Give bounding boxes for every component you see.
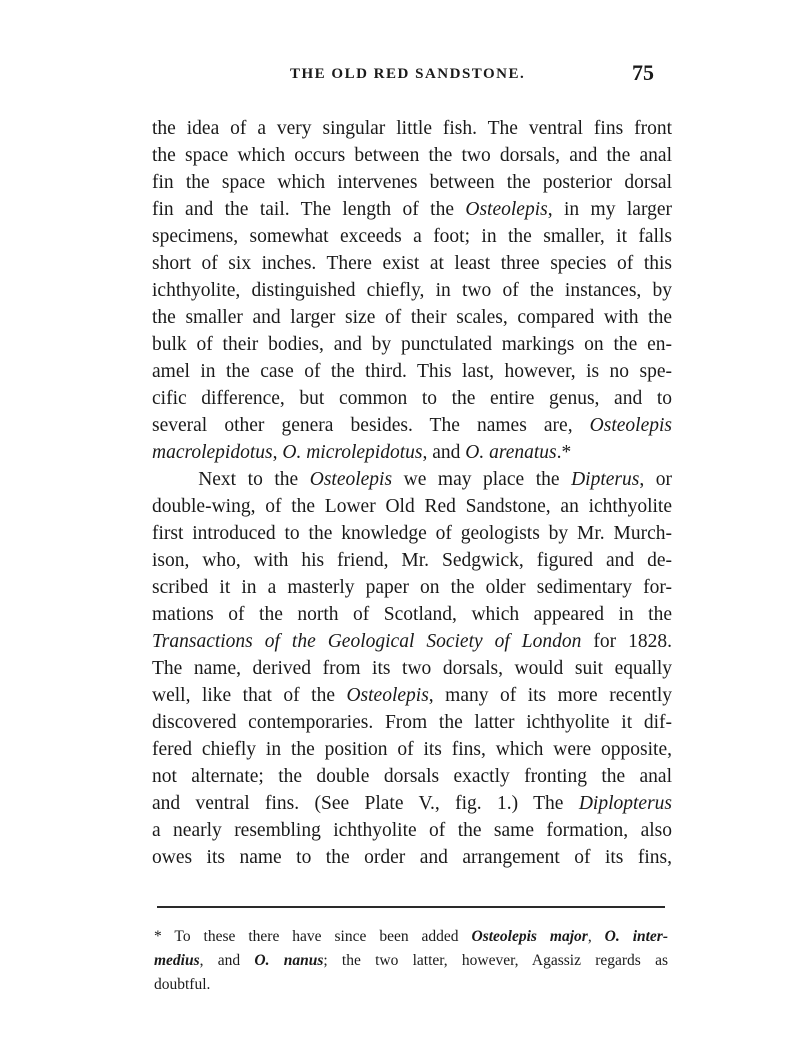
body-line: not alternate; the double dorsals exactly fronting the anal (152, 766, 672, 787)
body-line: macrolepidotus, O. microlepidotus, and O. arenatus.* (152, 442, 572, 463)
body-line: discovered contemporaries. From the latter ichthyolite it dif- (152, 712, 672, 733)
body-line: mations of the north of Scotland, which appeared in the (152, 604, 672, 625)
footnote-line: * To these there have since been added Osteolepis major, O. inter- (154, 928, 668, 945)
body-line: specimens, somewhat exceeds a foot; in the smaller, it falls (152, 226, 672, 247)
body-line: fin the space which intervenes between the posterior dorsal (152, 172, 672, 193)
body-line: fin and the tail. The length of the Osteolepis, in my larger (152, 199, 672, 220)
body-line: Transactions of the Geological Society of London for 1828. (152, 631, 672, 652)
running-head: THE OLD RED SANDSTONE. (290, 66, 526, 82)
footnote-line: doubtful. (154, 976, 211, 993)
body-line: the space which occurs between the two dorsals, and the anal (152, 145, 672, 166)
footnote (154, 925, 668, 997)
body-line: first introduced to the knowledge of geologists by Mr. Murch- (152, 523, 672, 544)
body-line: double-wing, of the Lower Old Red Sandstone, an ichthyolite (152, 496, 672, 517)
body-line: bulk of their bodies, and by punctulated markings on the en- (152, 334, 672, 355)
body-line: fered chiefly in the position of its fins, which were opposite, (152, 739, 672, 760)
body-line: ison, who, with his friend, Mr. Sedgwick, figured and de- (152, 550, 672, 571)
body-line: a nearly resembling ichthyolite of the same formation, also (152, 820, 672, 841)
footnote-rule (157, 906, 665, 908)
body-line: several other genera besides. The names are, Osteolepis (152, 415, 672, 436)
body-line: well, like that of the Osteolepis, many of its more recently (152, 685, 672, 706)
body-line: short of six inches. There exist at least three species of this (152, 253, 672, 274)
footnote-line: medius, and O. nanus; the two latter, however, Agassiz regards as (154, 952, 668, 969)
body-text (152, 115, 672, 871)
body-line: owes its name to the order and arrangement of its fins, (152, 847, 672, 868)
body-line: amel in the case of the third. This last, however, is no spe- (152, 361, 672, 382)
body-line: the smaller and larger size of their scales, compared with the (152, 307, 672, 328)
body-line: scribed it in a masterly paper on the older sedimentary for- (152, 577, 672, 598)
page-number: 75 (632, 60, 654, 85)
body-line: The name, derived from its two dorsals, would suit equally (152, 658, 672, 679)
body-line: ichthyolite, distinguished chiefly, in two of the instances, by (152, 280, 672, 301)
body-line: cific difference, but common to the entire genus, and to (152, 388, 672, 409)
body-line: the idea of a very singular little fish. The ventral fins front (152, 118, 672, 139)
body-line: and ventral fins. (See Plate V., fig. 1.) The Diplopterus (152, 793, 672, 814)
body-line: Next to the Osteolepis we may place the Dipterus, or (152, 469, 672, 490)
